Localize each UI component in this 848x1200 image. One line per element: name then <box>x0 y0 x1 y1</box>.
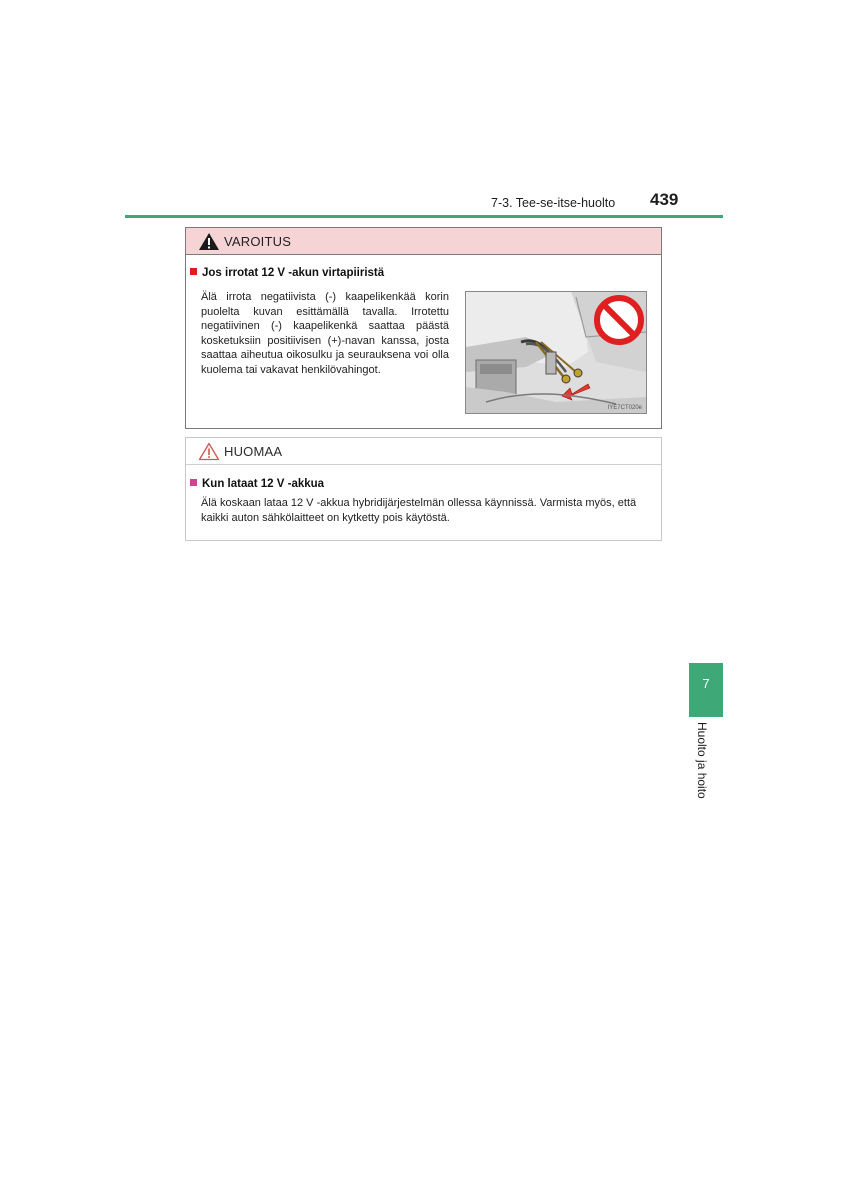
caution-box <box>185 437 662 541</box>
page-number: 439 <box>650 190 679 209</box>
warning-box <box>185 227 662 429</box>
section-title: 7-3. Tee-se-itse-huolto <box>491 196 616 210</box>
pink-bullet-icon <box>190 479 197 486</box>
red-bullet-icon <box>190 268 197 275</box>
chapter-label: Huolto ja hoito <box>695 722 709 799</box>
warning-item-title-text: Jos irrotat 12 V -akun virtapiiristä <box>202 267 385 279</box>
prohibited-icon <box>597 298 641 342</box>
caution-item-title <box>190 478 324 490</box>
battery-photo <box>465 291 647 414</box>
caution-triangle-icon <box>198 442 220 461</box>
warning-header <box>186 228 661 255</box>
caution-title: HUOMAA <box>224 444 283 459</box>
warning-item-title <box>190 267 384 279</box>
warning-body-text: Älä irrota negatiivista (-) kaapelikenkää korin puolelta kuvan esittämällä tavalla. Irrotettu negatiivinen (-) kaapelikenkä saattaa päästä kosketuksiin positiivisen (+)-navan kanssa, josta saattaa aiheutua oikosulku ja seurauksena voi olla kuolema tai vakavat henkilövahingot. <box>201 291 449 376</box>
header-rule <box>125 215 723 218</box>
chapter-number: 7 <box>702 676 710 691</box>
image-code: IYE7CT020e <box>607 405 642 411</box>
caution-body-text: Älä koskaan lataa 12 V -akkua hybridijärjestelmän ollessa käynnissä. Varmista myös, että kaikki auton sähkölaitteet on kytketty pois käytöstä. <box>201 497 637 524</box>
caution-header <box>186 438 661 465</box>
chapter-tab <box>689 663 723 717</box>
caution-item-title-text: Kun lataat 12 V -akkua <box>202 478 325 490</box>
warning-triangle-icon <box>198 232 220 251</box>
battery-illustration <box>466 292 646 413</box>
warning-title: VAROITUS <box>224 234 292 249</box>
